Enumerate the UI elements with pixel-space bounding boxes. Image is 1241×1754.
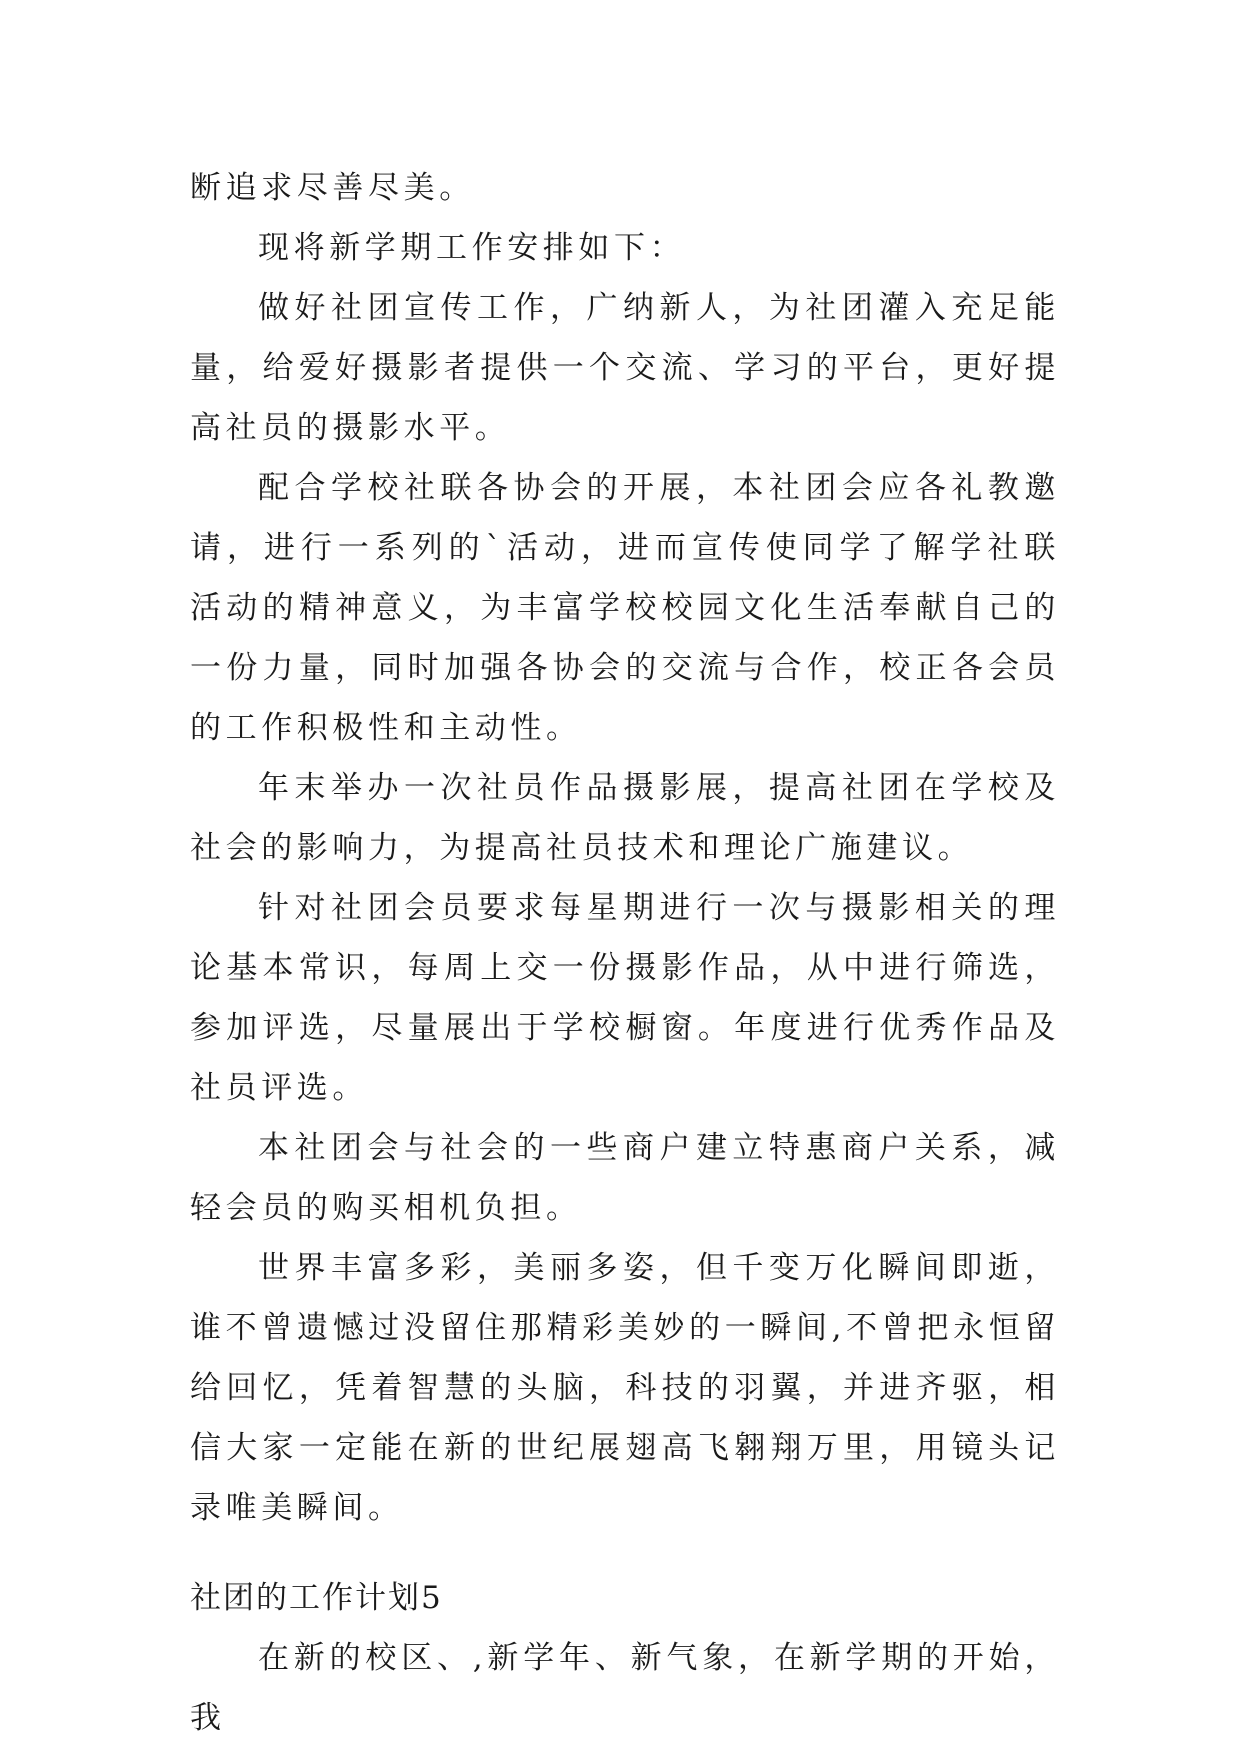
paragraph-6: 针对社团会员要求每星期进行一次与摄影相关的理论基本常识，每周上交一份摄影作品，从中进行筛选，参加评选，尽量展出于学校橱窗。年度进行优秀作品及社员评选。 [190, 890, 1060, 1106]
paragraph-4: 配合学校社联各协会的开展，本社团会应各礼教邀请，进行一系列的`活动，进而宣传使同学了解学社联活动的精神意义，为丰富学校校园文化生活奉献自己的一份力量，同时加强各协会的交流与合作，校正各会员的工作积极性和主动性。 [190, 470, 1060, 746]
paragraph-1: 断追求尽善尽美。 [190, 170, 475, 206]
paragraph-2: 现将新学期工作安排如下： [258, 230, 686, 266]
paragraph-8: 世界丰富多彩，美丽多姿，但千变万化瞬间即逝，谁不曾遗憾过没留住那精彩美妙的一瞬间,不曾把永恒留给回忆，凭着智慧的头脑，科技的羽翼，并进齐驱，相信大家一定能在新的世纪展翅高飞翱翔万里，用镜头记录唯美瞬间。 [190, 1250, 1060, 1526]
paragraph-5: 年末举办一次社员作品摄影展，提高社团在学校及社会的影响力，为提高社员技术和理论广施建议。 [190, 770, 1060, 866]
document-body [190, 158, 1060, 1748]
paragraph-9: 在新的校区、,新学年、新气象，在新学期的开始，我 [190, 1640, 1060, 1736]
paragraph-7: 本社团会与社会的一些商户建立特惠商户关系，减轻会员的购买相机负担。 [190, 1130, 1060, 1226]
paragraph-3: 做好社团宣传工作，广纳新人，为社团灌入充足能量，给爱好摄影者提供一个交流、学习的平台，更好提高社员的摄影水平。 [190, 290, 1060, 446]
section-title: 社团的工作计划5 [190, 1580, 443, 1616]
